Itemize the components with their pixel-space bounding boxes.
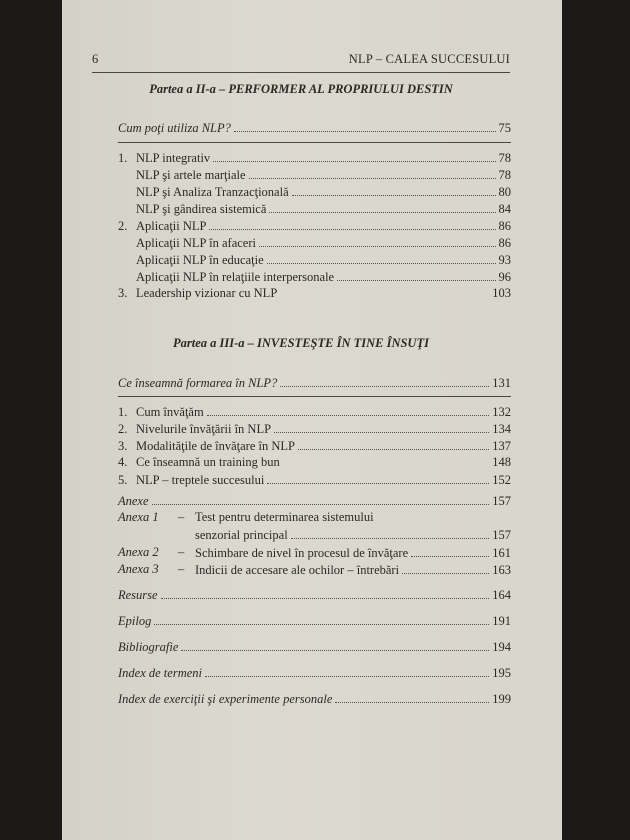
annex-label: Anexa 2: [118, 545, 159, 559]
toc-page: 96: [498, 270, 511, 284]
toc-page: 195: [492, 666, 511, 680]
toc-page: 137: [492, 439, 511, 453]
toc-text: Leadership vizionar cu NLP: [136, 286, 278, 300]
toc-text: Anexe: [118, 494, 149, 508]
toc-page: 134: [492, 422, 511, 436]
leader-dots: [213, 150, 495, 162]
toc-lead-text: Cum poţi utiliza NLP?: [118, 121, 231, 135]
toc-page: 75: [498, 121, 511, 135]
leader-dots: [154, 613, 489, 625]
leader-dots: [207, 404, 490, 416]
toc-page: 191: [492, 614, 511, 628]
toc-entry: [118, 218, 511, 234]
toc-page: 80: [498, 185, 511, 199]
leader-dots: [249, 167, 496, 179]
part-3-title: Partea a III-a – INVESTEŞTE ÎN TINE ÎNSUŢI: [173, 336, 429, 350]
toc-lead-text: Ce înseamnă formarea în NLP?: [118, 376, 278, 390]
toc-page: 84: [498, 202, 511, 216]
annex-3-entry: [118, 562, 511, 578]
annex-text: senzorial principal: [195, 528, 288, 542]
annex-text: Indicii de accesare ale ochilor – întrebări: [195, 563, 400, 577]
toc-text: Ce înseamnă un training bun: [136, 455, 280, 469]
toc-lead-entry: [118, 120, 511, 136]
annex-label: Anexa 3: [118, 562, 159, 576]
toc-back-entry: [118, 665, 511, 681]
annex-dash: –: [178, 510, 185, 524]
toc-entry: [118, 404, 511, 420]
toc-number: 2.: [118, 422, 128, 436]
toc-page: 152: [492, 473, 511, 487]
leader-dots: [402, 562, 489, 574]
annex-dash: –: [178, 562, 185, 576]
annex-2-entry: [118, 545, 511, 561]
annex-text-line: [195, 562, 511, 578]
toc-number: 5.: [118, 473, 128, 487]
leader-dots: [161, 587, 490, 599]
toc-back-entry: [118, 691, 511, 707]
toc-back-entry: [118, 639, 511, 655]
toc-page: 131: [492, 376, 511, 390]
leader-dots: [411, 545, 489, 557]
toc-text: Resurse: [118, 588, 158, 602]
toc-entry: [136, 167, 511, 183]
toc-entry: [118, 286, 511, 302]
toc-page: 161: [492, 546, 511, 560]
toc-text: Nivelurile învăţării în NLP: [136, 422, 272, 436]
toc-text: Aplicaţii NLP: [136, 219, 207, 233]
toc-page: 157: [492, 528, 511, 542]
running-title: NLP – CALEA SUCCESULUI: [348, 52, 510, 66]
toc-page: 199: [492, 692, 511, 706]
toc-text: NLP – treptele succesului: [136, 473, 265, 487]
part-2-title: Partea a II-a – PERFORMER AL PROPRIULUI DESTIN: [149, 82, 453, 96]
leader-dots: [267, 472, 489, 484]
leader-dots: [205, 665, 489, 677]
toc-text: Epilog: [118, 614, 152, 628]
section-rule: [118, 396, 511, 397]
toc-text: Index de termeni: [118, 666, 202, 680]
leader-dots: [209, 218, 495, 230]
toc-number: 1.: [118, 405, 128, 419]
leader-dots: [181, 639, 489, 651]
leader-dots: [274, 421, 489, 433]
toc-entry: [118, 472, 511, 488]
toc-page: 78: [498, 168, 511, 182]
page-header: [92, 48, 510, 73]
annex-label: Anexa 1: [118, 510, 159, 524]
page-number: 6: [92, 52, 99, 66]
toc-text: Aplicaţii NLP în relaţiile interpersonale: [136, 270, 335, 284]
leader-dots: [267, 252, 496, 264]
leader-dots: [280, 375, 489, 387]
toc-back-entry: [118, 587, 511, 603]
leader-dots: [291, 527, 490, 539]
toc-text: Index de exerciţii şi experimente personale: [118, 692, 333, 706]
annex-dash: –: [178, 545, 185, 559]
toc-page: 148: [492, 455, 511, 469]
section-rule: [118, 142, 511, 143]
toc-page: 164: [492, 588, 511, 602]
toc-entry: [136, 269, 511, 285]
toc-text: Aplicaţii NLP în afaceri: [136, 236, 256, 250]
toc-lead-entry: [118, 375, 511, 391]
toc-back-entry: [118, 613, 511, 629]
leader-dots: [259, 235, 496, 247]
leader-dots: [152, 493, 490, 505]
toc-page: 93: [498, 253, 511, 267]
toc-page: 194: [492, 640, 511, 654]
toc-text: NLP şi Analiza Tranzacţională: [136, 185, 289, 199]
annex-text: Schimbare de nivel în procesul de învăţare: [195, 546, 409, 560]
toc-entry: [118, 421, 511, 437]
toc-entry: [118, 438, 511, 454]
toc-page: 163: [492, 563, 511, 577]
toc-entry: [136, 184, 511, 200]
toc-text: NLP şi gândirea sistemică: [136, 202, 267, 216]
toc-text: NLP integrativ: [136, 151, 211, 165]
toc-number: 2.: [118, 219, 128, 233]
toc-entry: [136, 201, 511, 217]
leader-dots: [292, 184, 496, 196]
toc-entry: [136, 252, 511, 268]
toc-number: 3.: [118, 286, 128, 300]
annex-text-line: [195, 545, 511, 561]
toc-page: 103: [492, 286, 511, 300]
toc-text: Bibliografie: [118, 640, 179, 654]
toc-page: 132: [492, 405, 511, 419]
leader-dots: [337, 269, 495, 281]
annex-1-entry: [118, 510, 511, 544]
toc-text: NLP şi artele marţiale: [136, 168, 246, 182]
toc-page: 86: [498, 236, 511, 250]
toc-page: 78: [498, 151, 511, 165]
leader-dots: [335, 691, 489, 703]
leader-dots: [298, 438, 489, 450]
toc-text: Modalităţile de învăţare în NLP: [136, 439, 295, 453]
toc-number: 1.: [118, 151, 128, 165]
toc-entry: [118, 455, 511, 471]
annex-text: Test pentru determinarea sistemului: [195, 510, 374, 524]
toc-page: 157: [492, 494, 511, 508]
toc-entry: [118, 150, 511, 166]
annex-text-line2: [195, 527, 511, 543]
toc-text: Aplicaţii NLP în educaţie: [136, 253, 264, 267]
leader-dots: [269, 201, 495, 213]
toc-entry: [136, 235, 511, 251]
toc-page: 86: [498, 219, 511, 233]
toc-number: 3.: [118, 439, 128, 453]
toc-number: 4.: [118, 455, 128, 469]
leader-dots: [234, 120, 496, 132]
toc-text: Cum învăţăm: [136, 405, 204, 419]
toc-annexes-entry: [118, 493, 511, 509]
